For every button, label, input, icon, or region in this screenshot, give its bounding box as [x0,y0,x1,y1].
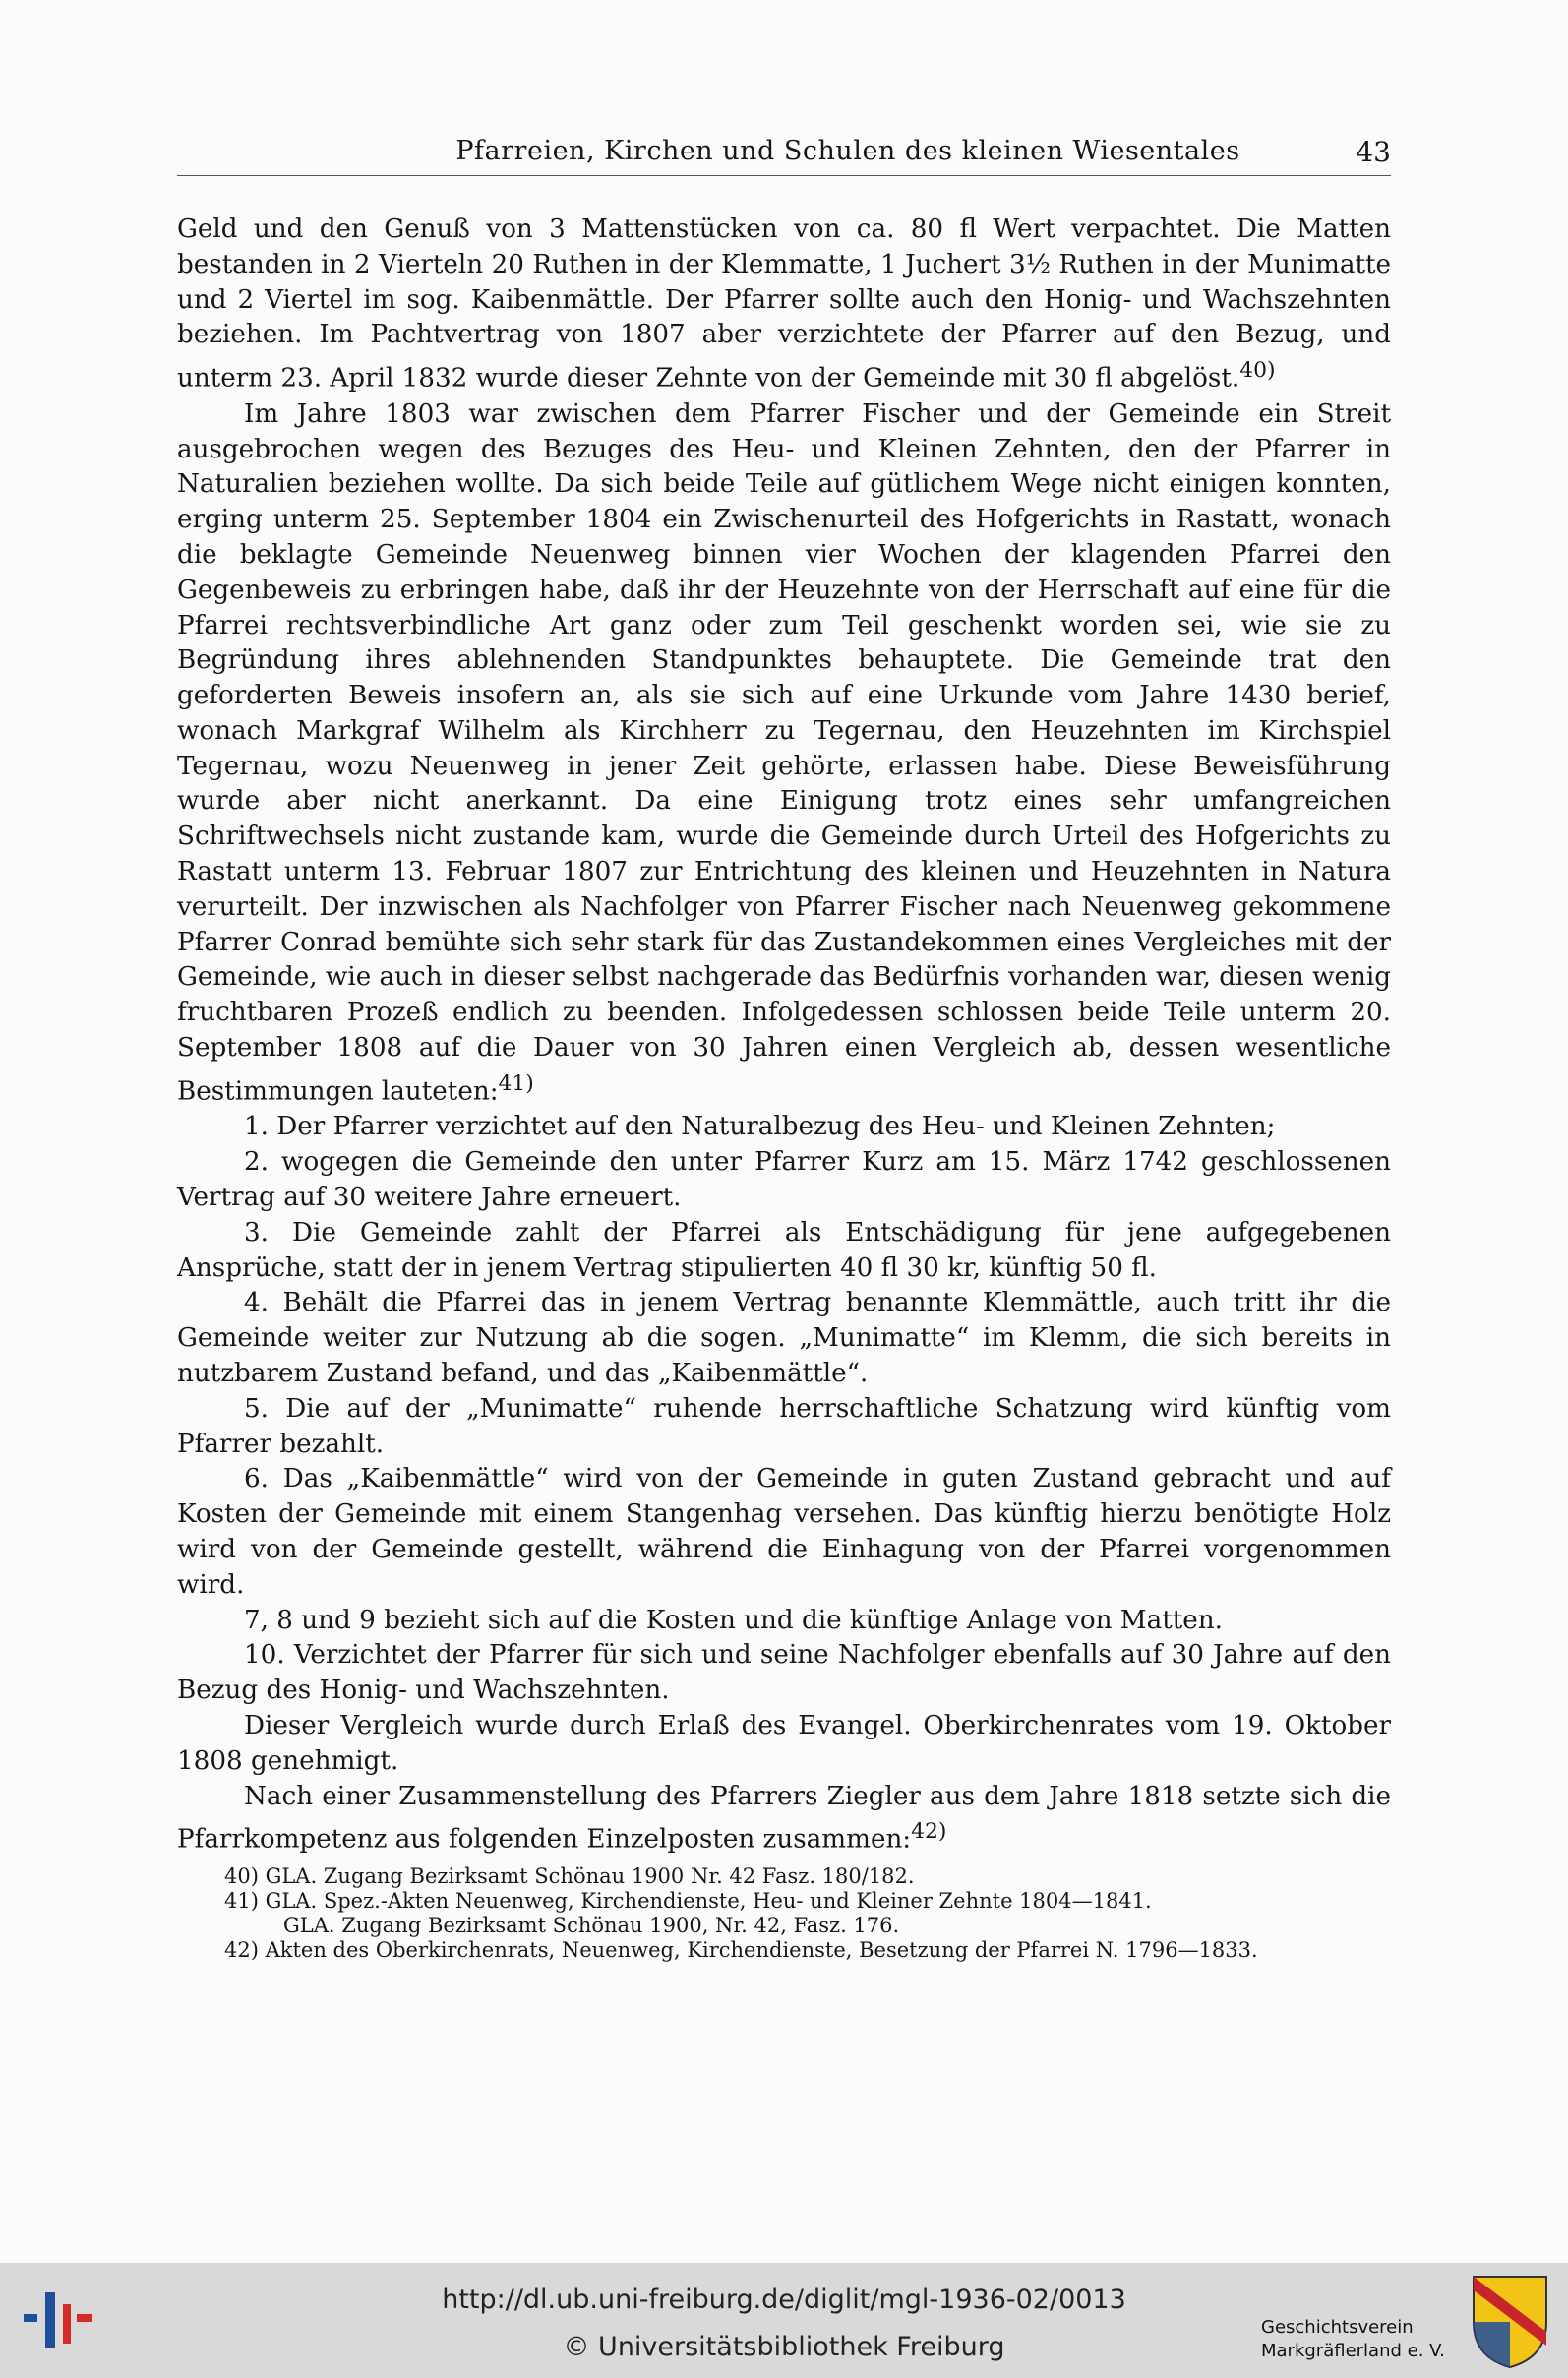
agreement-item-4: 4. Behält die Pfarrei das in jenem Vertrag benannte Klemmättle, auch tritt ihr die Gemeinde weiter zur Nutzung ab die sogen. „Munimatte“ im Klemm, die sich bereits in nutzbarem Zustand befand, und das „Kaibenmättle“. [177,1288,1391,1388]
paragraph-competence: Nach einer Zusammenstellung des Pfarrers Ziegler aus dem Jahre 1818 setzte sich die Pfarrkompetenz aus folgenden Einzelposten zusammen:$^{42)}$ [177,1781,1391,1856]
society-name-line-2: Markgräflerland e. V. [1261,2341,1445,2361]
agreement-item-7-9: 7, 8 und 9 bezieht sich auf die Kosten und die künftige Anlage von Matten. [244,1605,1223,1635]
society-name [1261,2316,1458,2363]
paragraph-approval: Dieser Vergleich wurde durch Erlaß des Evangel. Oberkirchenrates vom 19. Oktober 1808 genehmigt. [177,1710,1391,1776]
paragraph-1: Geld und den Genuß von 3 Mattenstücken von ca. 80 fl Wert verpachtet. Die Matten bestanden in 2 Vierteln 20 Ruthen in der Klemmatte, 1 Juchert 3½ Ruthen in der Munimatte und 2 Viertel im sog. Kaibenmättle. Der Pfarrer sollte auch den Honig- und Wachszehnten beziehen. Im Pachtvertrag von 1807 aber verzichtete der Pfarrer auf den Bezug, und unterm 23. April 1832 wurde dieser Zehnte von der Gemeinde mit 30 fl abgelöst.$^{40)}$ [177,214,1391,394]
page-number: 43 [1356,136,1391,168]
copyright-text: © Universitätsbibliothek Freiburg [563,2332,1005,2362]
agreement-item-6: 6. Das „Kaibenmättle“ wird von der Gemeinde in guten Zustand gebracht und auf Kosten der Gemeinde mit einem Stangenhag versehen. Das künftig hierzu benötigte Holz wird von der Gemeinde gestellt, während die Einhagung von der Pfarrei vorgenommen wird. [177,1464,1391,1600]
agreement-item-10: 10. Verzichtet der Pfarrer für sich und seine Nachfolger ebenfalls auf 30 Jahre auf den Bezug des Honig- und Wachszehnten. [177,1640,1391,1706]
agreement-item-1: 1. Der Pfarrer verzichtet auf den Naturalbezug des Heu- und Kleinen Zehnten; [244,1112,1276,1142]
digital-library-link[interactable]: http://dl.ub.uni-freiburg.de/diglit/mgl-1936-02/0013 [442,2285,1126,2315]
agreement-item-3: 3. Die Gemeinde zahlt der Pfarrei als Entschädigung für jene aufgegebenen Ansprüche, statt der in jenem Vertrag stipulierten 40 fl 30 kr, künftig 50 fl. [177,1217,1391,1283]
viewer-footer [0,2263,1568,2378]
page-header [177,136,1391,176]
footnote-ref-41: 41) [498,1070,534,1096]
footnote-ref-40: 40) [1239,358,1276,384]
agreement-item-2: 2. wogegen die Gemeinde den unter Pfarrer Kurz am 15. März 1742 geschlossenen Vertrag auf 30 weitere Jahre erneuert. [177,1147,1391,1212]
paragraph-2: Im Jahre 1803 war zwischen dem Pfarrer Fischer und der Gemeinde ein Streit ausgebrochen wegen des Bezuges des Heu- und Kleinen Zehnten, den der Pfarrer in Naturalien beziehen wollte. Da sich beide Teile auf gütlichem Wege nicht einigen konnten, erging unterm 25. September 1804 ein Zwischenurteil des Hofgerichts in Rastatt, wonach die beklagte Gemeinde Neuenweg binnen vier Wochen der klagenden Pfarrei den Gegenbeweis zu erbringen habe, daß ihr der Heuzehnte von der Herrschaft auf eine für die Pfarrei rechtsverbindliche Art ganz oder zum Teil geschenkt worden sei, wie sie zu Begründung ihres ablehnenden Standpunktes behauptete. Die Gemeinde trat den geforderten Beweis insofern an, als sie sich auf eine Urkunde vom Jahre 1430 berief, wonach Markgraf Wilhelm als Kirchherr zu Tegernau, den Heuzehnten im Kirchspiel Tegernau, wozu Neuenweg in jener Zeit gehörte, erlassen habe. Diese Beweisführung wurde aber nicht anerkannt. Da eine Einigung trotz eines sehr umfangreichen Schriftwechsels nicht zustande kam, wurde die Gemeinde durch Urteil des Hofgerichts zu Rastatt unterm 13. Februar 1807 zur Entrichtung des kleinen und Heuzehnten in Natura verurteilt. Der inzwischen als Nachfolger von Pfarrer Fischer nach Neuenweg gekommene Pfarrer Conrad bemühte sich sehr stark für das Zustandekommen eines Vergleiches mit der Gemeinde, wie auch in dieser selbst nachgerade das Bedürfnis vorhanden war, diesen wenig fruchtbaren Prozeß endlich zu beenden. Infolgedessen schlossen beide Teile unterm 20. September 1808 auf die Dauer von 30 Jahren einen Vergleich ab, dessen wesentliche Bestimmungen lauteten:$^{41)}$ [177,398,1391,1107]
footnote-40: 40) GLA. Zugang Bezirksamt Schönau 1900 Nr. 42 Fasz. 180/182. [224,1864,915,1888]
society-name-line-1: Geschichtsverein [1261,2317,1414,2338]
footnote-ref-42: 42) [911,1819,947,1845]
agreement-item-5: 5. Die auf der „Munimatte“ ruhende herrschaftliche Schatzung wird künftig vom Pfarrer bezahlt. [177,1393,1391,1459]
footnote-41-continued: GLA. Zugang Bezirksamt Schönau 1900, Nr. 42, Fasz. 176. [283,1914,900,1937]
body-text [177,213,1391,1859]
footnotes [177,1864,1391,1963]
running-head: Pfarreien, Kirchen und Schulen des kleinen Wiesentales [455,136,1240,166]
coat-of-arms-icon [1470,2273,1550,2369]
footnote-41: 41) GLA. Spez.-Akten Neuenweg, Kirchendienste, Heu- und Kleiner Zehnte 1804—1841. [224,1889,1152,1913]
footnote-42: 42) Akten des Oberkirchenrats, Neuenweg, Kirchendienste, Besetzung der Pfarrei N. 1796—1833. [224,1938,1258,1962]
